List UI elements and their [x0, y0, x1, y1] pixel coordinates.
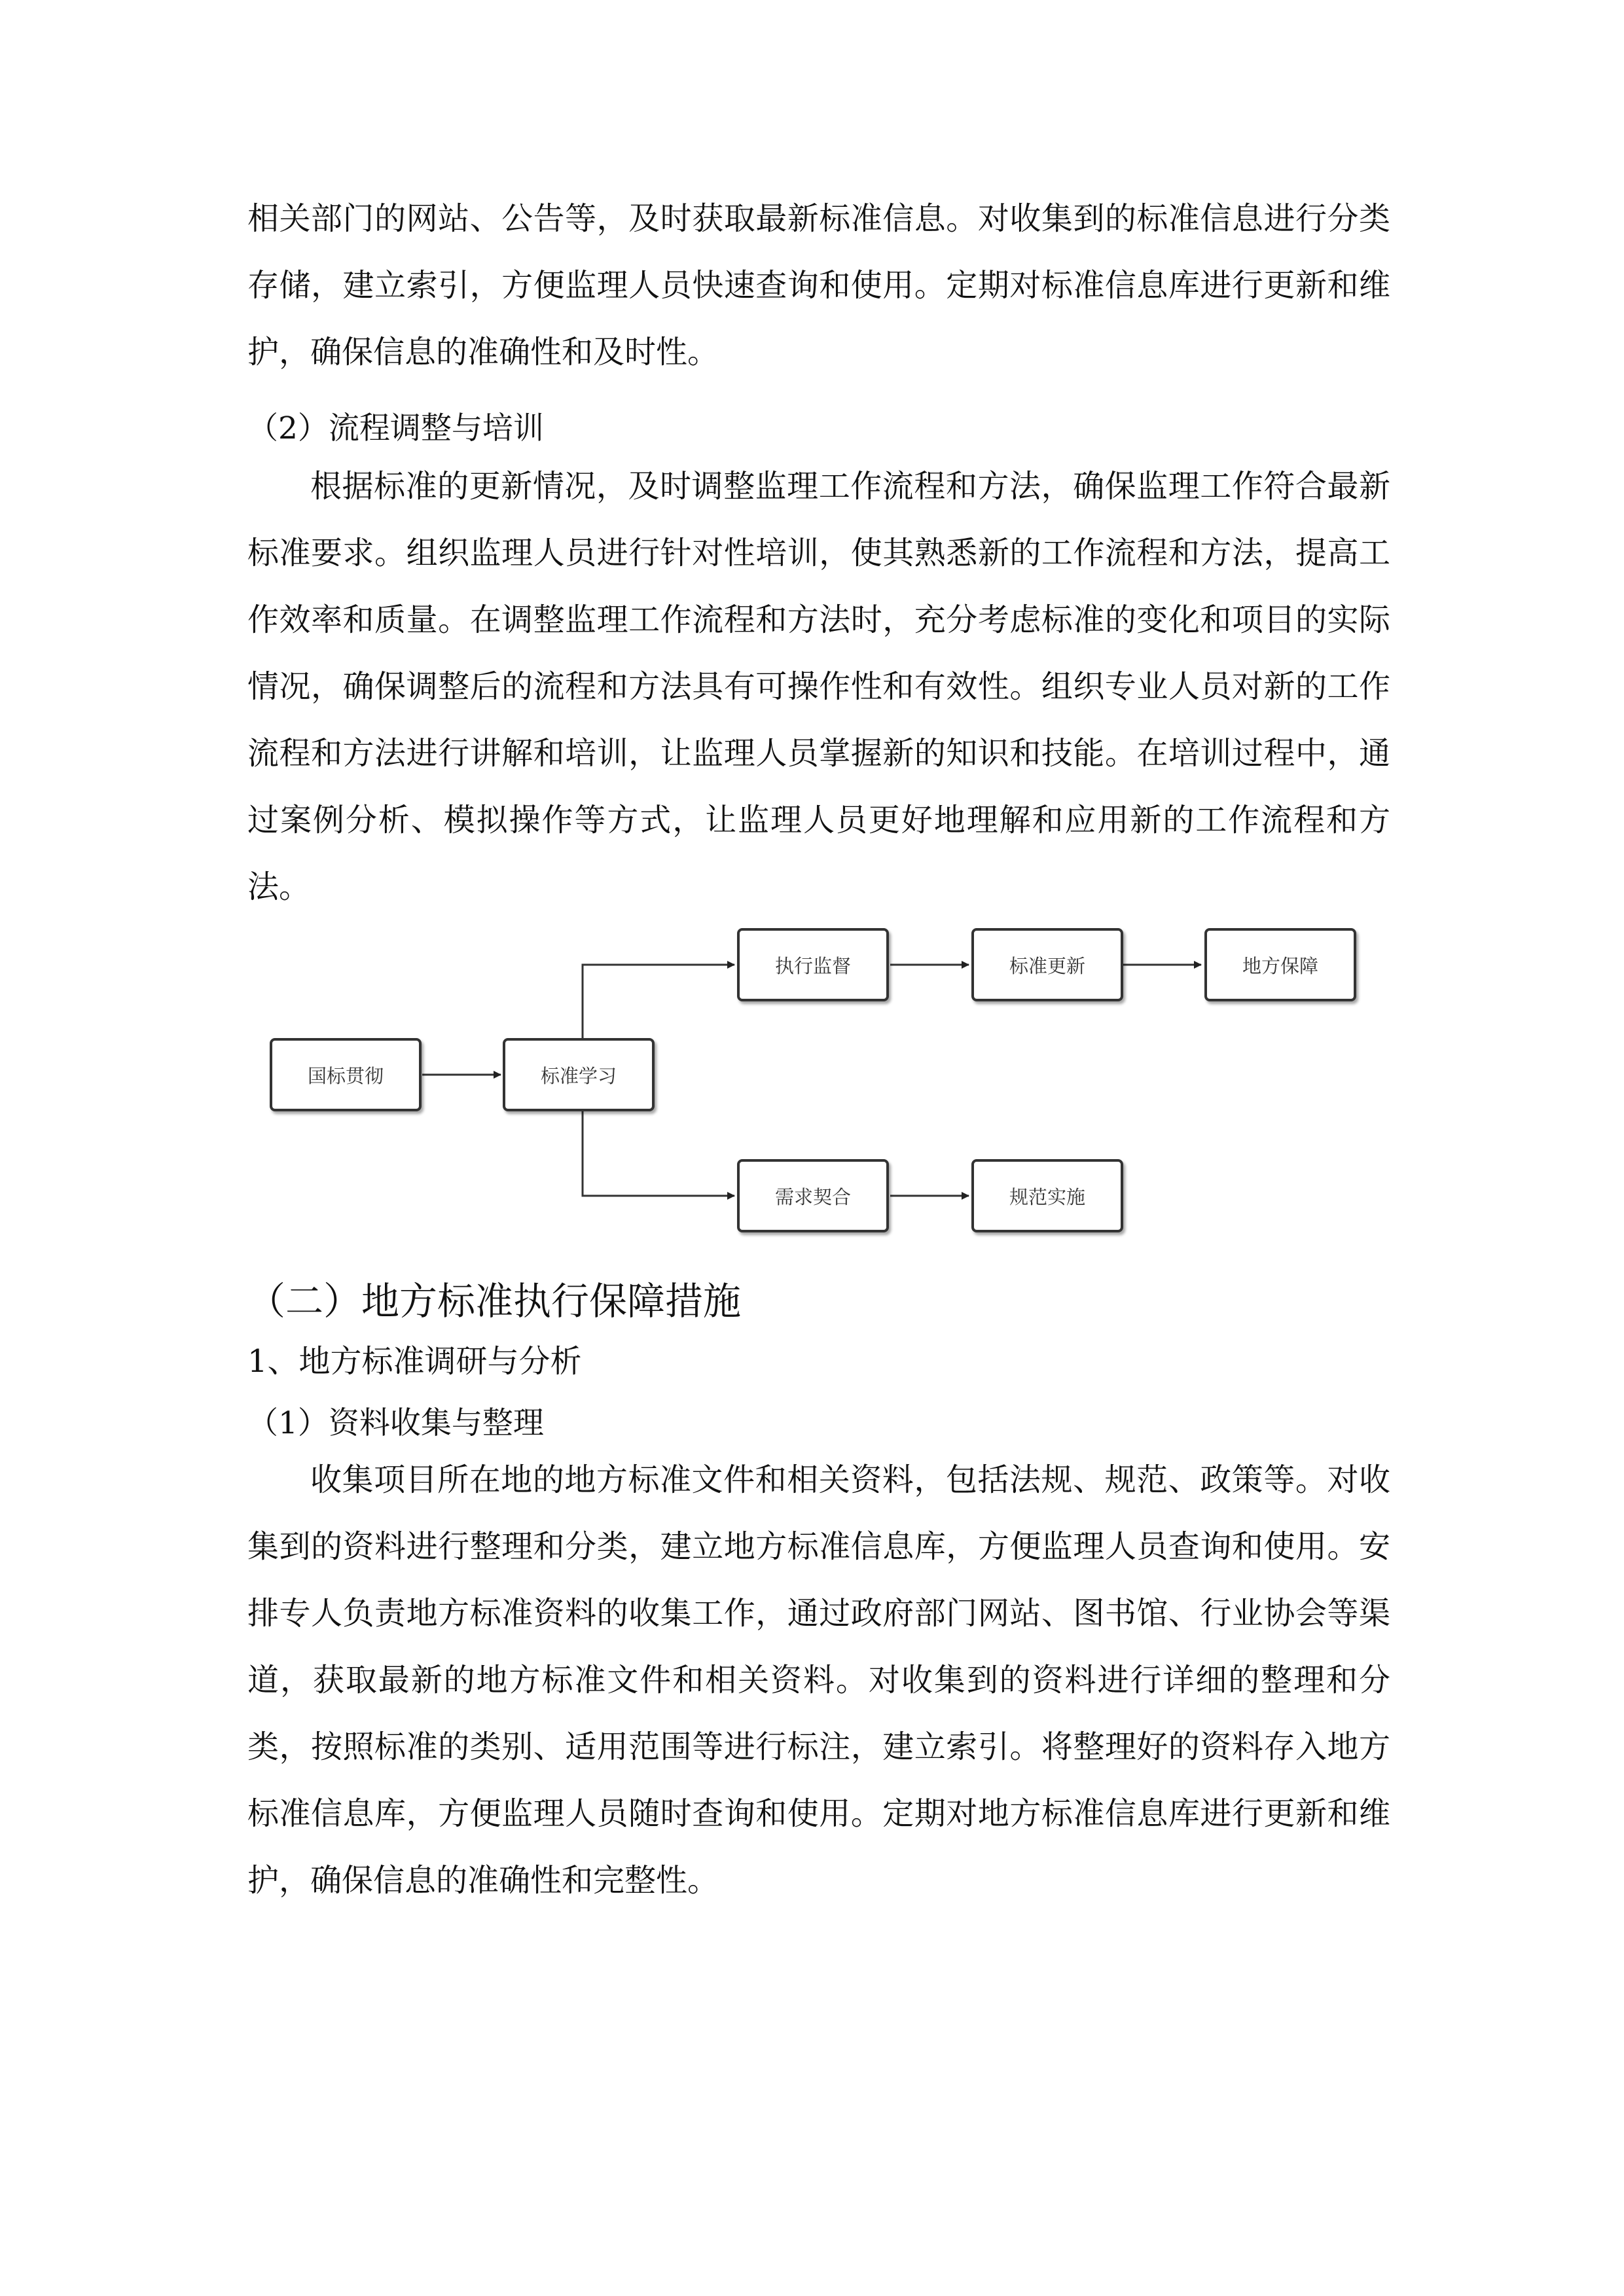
flow-node-update: 标准更新	[971, 928, 1123, 1001]
flow-node-national: 国标贯彻	[270, 1038, 422, 1111]
heading-local-standard-research: 1、地方标准调研与分析	[247, 1343, 582, 1380]
flow-node-local: 地方保障	[1204, 928, 1356, 1001]
heading-data-collection: （1）资料收集与整理	[247, 1405, 544, 1441]
flow-node-study: 标准学习	[503, 1038, 655, 1111]
heading-local-standard-measures: （二）地方标准执行保障措施	[247, 1279, 742, 1323]
heading-process-training: （2）流程调整与培训	[247, 410, 544, 446]
flow-node-demand: 需求契合	[737, 1159, 889, 1232]
flow-node-supervise: 执行监督	[737, 928, 889, 1001]
paragraph-standard-info: 相关部门的网站、公告等，及时获取最新标准信息。对收集到的标准信息进行分类存储，建立索引，方便监理人员快速查询和使用。定期对标准信息库进行更新和维护，确保信息的准确性和及时性。	[247, 200, 1390, 370]
arrow-study-to-supervise	[583, 965, 734, 1038]
paragraph-process-training: 根据标准的更新情况，及时调整监理工作流程和方法，确保监理工作符合最新标准要求。组织监理人员进行针对性培训，使其熟悉新的工作流程和方法，提高工作效率和质量。在调整监理工作流程和方法时，充分考虑标准的变化和项目的实际情况，确保调整后的流程和方法具有可操作性和有效性。组织专业人员对新的工作流程和方法进行讲解和培训，让监理人员掌握新的知识和技能。在培训过程中，通过案例分析、模拟操作等方式，让监理人员更好地理解和应用新的工作流程和方法。	[247, 468, 1390, 905]
paragraph-data-collection: 收集项目所在地的地方标准文件和相关资料，包括法规、规范、政策等。对收集到的资料进行整理和分类，建立地方标准信息库，方便监理人员查询和使用。安排专人负责地方标准资料的收集工作，通过政府部门网站、图书馆、行业协会等渠道，获取最新的地方标准文件和相关资料。对收集到的资料进行详细的整理和分类，按照标准的类别、适用范围等进行标注，建立索引。将整理好的资料存入地方标准信息库，方便监理人员随时查询和使用。定期对地方标准信息库进行更新和维护，确保信息的准确性和完整性。	[247, 1462, 1390, 1899]
arrow-study-to-demand	[583, 1111, 734, 1196]
flow-node-implement: 规范实施	[971, 1159, 1123, 1232]
